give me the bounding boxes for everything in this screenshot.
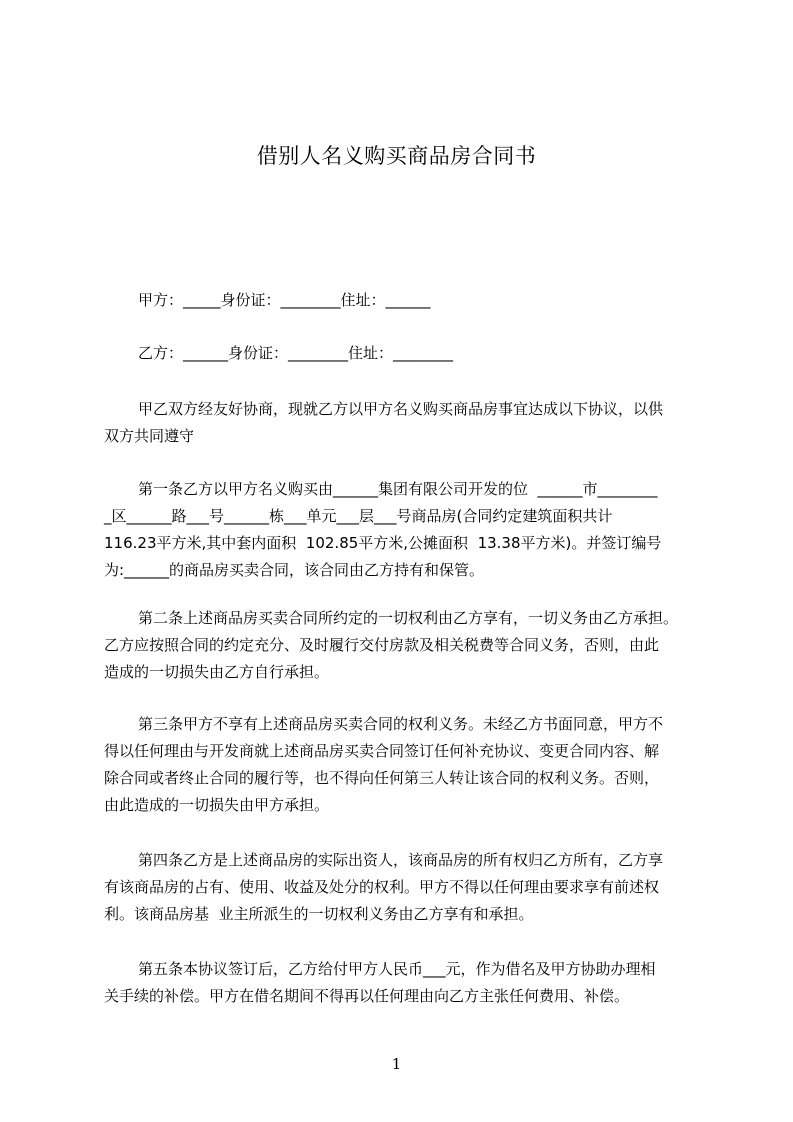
article-line: 关手续的补偿。甲方在借名期间不得再以任何理由向乙方主张任何费用、补偿。 — [104, 987, 630, 1005]
article-line: 第五条本协议签订后，乙方给付甲方人民币___元，作为借名及甲方协助办理相 — [138, 960, 656, 978]
page-number: 1 — [391, 1055, 402, 1073]
document-title: 借别人名义购买商品房合同书 — [256, 144, 537, 168]
article-1 — [104, 476, 700, 584]
article-line: 第二条上述商品房买卖合同所约定的一切权利由乙方享有，一切义务由乙方承担。 — [138, 609, 679, 627]
party-a-line — [104, 287, 700, 314]
article-line: 第一条乙方以甲方名义购买由______集团有限公司开发的位 ______市________ — [138, 480, 658, 498]
article-line: 有该商品房的占有、使用、收益及处分的权利。甲方不得以任何理由要求享有前述权 — [104, 878, 660, 896]
article-line: 116.23平方米,其中套内面积 102.85平方米,公摊面积 13.38平方米)。并签订编号 — [104, 534, 662, 552]
article-5 — [104, 956, 700, 1010]
article-line: 第四条乙方是上述商品房的实际出资人，该商品房的所有权归乙方所有，乙方享 — [138, 851, 664, 869]
article-line: 为:______的商品房买卖合同，该合同由乙方持有和保管。 — [104, 561, 485, 579]
article-line: 除合同或者终止合同的履行等，也不得向任何第三人转让该合同的权利义务。否则， — [104, 769, 660, 787]
article-line: 得以任何理由与开发商就上述商品房买卖合同签订任何补充协议、变更合同内容、解 — [104, 742, 660, 760]
preamble-paragraph — [104, 396, 700, 450]
article-3 — [104, 711, 700, 819]
article-line: 乙方应按照合同的约定充分、及时履行交付房款及相关税费等合同义务，否则，由此 — [104, 636, 660, 654]
article-line: _区______路___号______栋___单元___层___号商品房(合同约定建筑面积共计 — [104, 507, 613, 525]
article-line: 由此造成的一切损失由甲方承担。 — [104, 796, 330, 814]
party-b-text: 乙方：______身份证：________住址：________ — [138, 344, 454, 362]
article-line: 造成的一切损失由乙方自行承担。 — [104, 663, 330, 681]
article-4 — [104, 847, 700, 928]
party-a-text: 甲方：_____身份证：________住址：______ — [138, 291, 431, 309]
article-line: 第三条甲方不享有上述商品房买卖合同的权利义务。未经乙方书面同意，甲方不 — [138, 715, 664, 733]
party-b-line — [104, 340, 700, 367]
preamble-line: 双方共同遵守 — [104, 427, 195, 445]
preamble-line: 甲乙双方经友好协商，现就乙方以甲方名义购买商品房事宜达成以下协议，以供 — [138, 400, 664, 418]
article-line: 利。该商品房基 业主所派生的一切权利义务由乙方享有和承担。 — [104, 905, 534, 923]
article-2 — [104, 605, 700, 686]
